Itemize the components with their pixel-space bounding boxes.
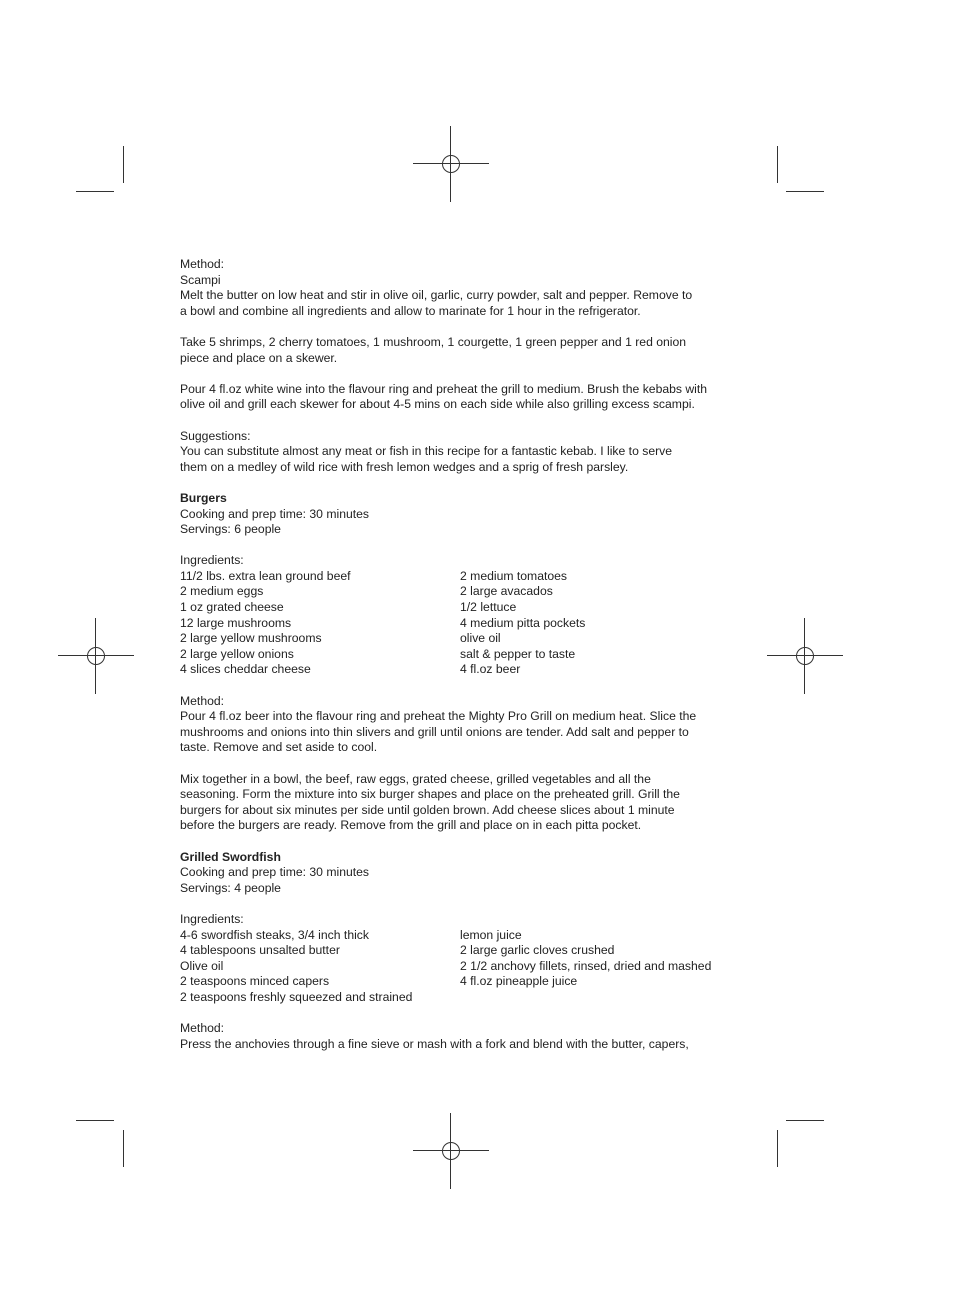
method-label: Method: xyxy=(180,1021,225,1036)
servings: Servings: 4 people xyxy=(180,880,281,895)
recipe-header xyxy=(180,850,725,897)
ingredients-column-right xyxy=(460,928,725,1006)
text-line: seasoning. Form the mixture into six burger shapes and place on the preheated grill. Grill the xyxy=(180,787,680,802)
ingredient-item: 4-6 swordfish steaks, 3/4 inch thick xyxy=(180,927,369,942)
ingredient-item: 2 large yellow onions xyxy=(180,646,294,661)
ingredients-label: Ingredients: xyxy=(180,553,244,568)
text-line: Pour 4 fl.oz beer into the flavour ring and preheat the Mighty Pro Grill on medium heat. Slice the xyxy=(180,709,697,724)
ingredient-item: 2 large yellow mushrooms xyxy=(180,631,322,646)
paragraph xyxy=(180,382,725,413)
ingredient-item: 2 teaspoons minced capers xyxy=(180,974,330,989)
servings: Servings: 6 people xyxy=(180,522,281,537)
crop-mark xyxy=(76,191,114,192)
crop-mark xyxy=(76,1120,114,1121)
scampi-subtitle: Scampi xyxy=(180,272,221,287)
text-line: piece and place on a skewer. xyxy=(180,350,338,365)
text-line: You can substitute almost any meat or fish in this recipe for a fantastic kebab. I like to serve xyxy=(180,444,673,459)
method-label: Method: xyxy=(180,257,225,271)
ingredient-item: 4 fl.oz beer xyxy=(460,662,521,677)
text-line: olive oil and grill each skewer for about 4-5 mins on each side while also grilling excess scampi. xyxy=(180,397,695,412)
ingredient-item: 1/2 lettuce xyxy=(460,600,517,615)
swordfish-recipe xyxy=(180,850,725,1053)
paragraph xyxy=(180,772,725,834)
registration-mark-right xyxy=(767,618,843,694)
crop-mark xyxy=(777,146,778,183)
ingredient-item: 2 large garlic cloves crushed xyxy=(460,943,615,958)
burgers-recipe xyxy=(180,491,725,834)
ingredients-column-left xyxy=(180,928,460,1006)
paragraph xyxy=(180,709,725,756)
text-line: Pour 4 fl.oz white wine into the flavour ring and preheat the grill to medium. Brush the kebabs with xyxy=(180,381,708,396)
ingredient-item: salt & pepper to taste xyxy=(460,646,576,661)
ingredients-list xyxy=(180,569,725,678)
registration-mark-left xyxy=(58,618,134,694)
ingredient-item: Olive oil xyxy=(180,958,224,973)
text-line: Take 5 shrimps, 2 cherry tomatoes, 1 mushroom, 1 courgette, 1 green pepper and 1 red onion xyxy=(180,334,687,349)
ingredient-item: olive oil xyxy=(460,631,501,646)
ingredient-item: 2 medium tomatoes xyxy=(460,568,568,583)
prep-time: Cooking and prep time: 30 minutes xyxy=(180,506,370,521)
ingredients-list xyxy=(180,928,725,1006)
ingredient-item: 4 slices cheddar cheese xyxy=(180,662,311,677)
ingredients-column-right xyxy=(460,569,725,678)
ingredient-item: 2 medium eggs xyxy=(180,584,264,599)
text-line: burgers for about six minutes per side until golden brown. Add cheese slices about 1 minute xyxy=(180,802,675,817)
ingredient-item: 4 fl.oz pineapple juice xyxy=(460,974,578,989)
ingredient-item: lemon juice xyxy=(460,927,522,942)
method-label: Method: xyxy=(180,693,225,708)
text-line: mushrooms and onions into thin slivers and grill until onions are tender. Add salt and pepper to xyxy=(180,724,689,739)
recipe-page-content xyxy=(180,257,725,1052)
recipe-title: Burgers xyxy=(180,490,227,505)
registration-mark-bottom xyxy=(413,1113,489,1189)
text-line: taste. Remove and set aside to cool. xyxy=(180,740,378,755)
ingredient-item: 4 medium pitta pockets xyxy=(460,615,586,630)
ingredient-item: 4 tablespoons unsalted butter xyxy=(180,943,340,958)
crop-mark xyxy=(786,191,824,192)
ingredient-item: 2 1/2 anchovy fillets, rinsed, dried and mashed xyxy=(460,958,712,973)
ingredient-item: 1 oz grated cheese xyxy=(180,600,284,615)
text-line: Melt the butter on low heat and stir in olive oil, garlic, curry powder, salt and pepper. Remove to xyxy=(180,288,693,303)
ingredients-label: Ingredients: xyxy=(180,911,244,926)
paragraph xyxy=(180,288,725,319)
scampi-method-section xyxy=(180,257,725,413)
crop-mark xyxy=(786,1120,824,1121)
prep-time: Cooking and prep time: 30 minutes xyxy=(180,865,370,880)
text-line: Mix together in a bowl, the beef, raw eggs, grated cheese, grilled vegetables and all the xyxy=(180,771,651,786)
text-line: them on a medley of wild rice with fresh lemon wedges and a sprig of fresh parsley. xyxy=(180,459,629,474)
ingredient-item: 2 teaspoons freshly squeezed and strained xyxy=(180,989,413,1004)
ingredients-column-left xyxy=(180,569,460,678)
registration-mark-top xyxy=(413,126,489,202)
text-line: a bowl and combine all ingredients and allow to marinate for 1 hour in the refrigerator. xyxy=(180,303,641,318)
recipe-title: Grilled Swordfish xyxy=(180,849,281,864)
text-line: Press the anchovies through a fine sieve or mash with a fork and blend with the butter, capers, xyxy=(180,1036,689,1051)
suggestions-section xyxy=(180,429,725,476)
ingredient-item: 11/2 lbs. extra lean ground beef xyxy=(180,568,351,583)
crop-mark xyxy=(123,146,124,183)
ingredient-item: 2 large avacados xyxy=(460,584,553,599)
suggestions-label: Suggestions: xyxy=(180,428,251,443)
crop-mark xyxy=(777,1130,778,1167)
crop-mark xyxy=(123,1130,124,1167)
ingredient-item: 12 large mushrooms xyxy=(180,615,292,630)
paragraph xyxy=(180,335,725,366)
recipe-header xyxy=(180,491,725,538)
text-line: before the burgers are ready. Remove from the grill and place on in each pitta pocket. xyxy=(180,818,642,833)
